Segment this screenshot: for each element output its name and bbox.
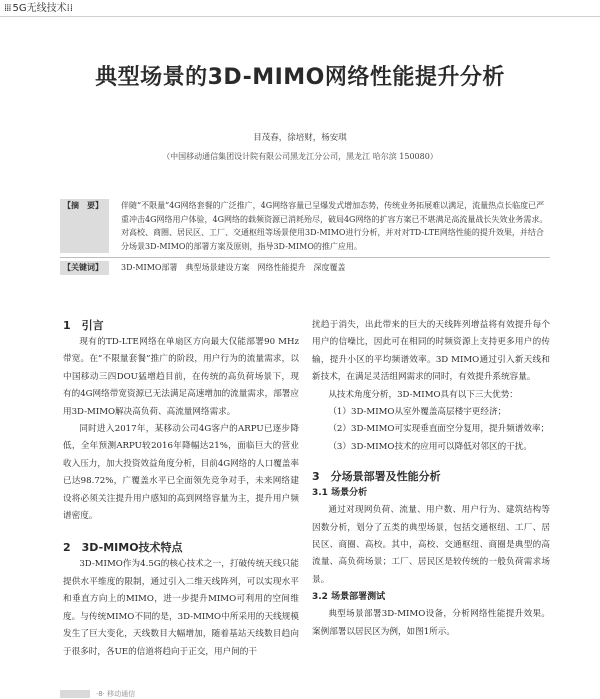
footer-tab: [60, 690, 90, 698]
list-item: （2）3D-MIMO可实现垂直面空分复用，提升频谱效率；: [328, 424, 550, 435]
section-heading-intro: 1 引言: [63, 319, 104, 332]
abstract-label: 【摘 要】: [60, 199, 109, 253]
subsection-heading-analysis: 3.1 场景分析: [312, 488, 368, 499]
section-heading-tech: 2 3D-MIMO技术特点: [63, 541, 183, 555]
paragraph: 3D-MIMO作为4.5G的核心技术之一，打破传统天线只能提供水平维度的限制，通过引入二维天线阵列，可以实现水平和垂直方向上的MIMO，进一步提升MIMO可利用的空间维度。与传统MIMO不同的是，3D-MIMO中所采用的天线规模发生了巨大变化，天线数目大幅增加，随着基站天线数目趋向于很多时，各UE的信道将趋向于正交，用户间的干: [63, 559, 299, 657]
abstract-text: 伴随“不限量”4G网络套餐的广泛推广，4G网络容量已呈爆发式增加态势，传统业务拓展难以满足，流量热点长临度已严重冲击4G网络用户体验，4G网络的载频资源已消耗殆尽，破局4G网络的扩容方案已不堪满足高流量战长失效业务需求。对高校、商圈、居民区、工厂、交通枢纽等场景使用3D-MIMO进行分析，并对对TD-LTE网络性能的提升效果，并结合分场景3D-MIMO的部署方案及原则，指导3D-MIMO的推广应用。: [121, 201, 548, 251]
keywords-text: 3D-MIMO部署 典型场景建设方案 网络性能提升 深度覆盖: [121, 263, 346, 272]
journal-header: [0, 0, 600, 17]
paragraph: 通过对现网负荷、流量、用户数、用户行为、建筑结构等因数分析，划分了五类的典型场景，包括交通枢纽、工厂、居民区、商圈、高校。其中，高校、交通枢纽、商圈是典型的高流量、高负荷场景；工厂、居民区是较传统的一般负荷需求场景。: [312, 505, 550, 585]
paragraph: 从技术角度分析，3D-MIMO具有以下三大优势：: [328, 389, 518, 400]
paragraph: 现有的TD-LTE网络在单扇区方向最大仅能部署90 MHz带宽。在“不限量套餐”推广的阶段，用户行为的流量需求，以中国移动三四DOU猛增趋目前，在传统的高负荷场景下，现有的4G网络带宽资源已无法满足高速增加的流量需求，部署应用3D-MIMO解决高负荷、高流量网络需求。: [63, 337, 299, 417]
keywords-label: 【关键词】: [60, 261, 109, 275]
paper-title: 典型场景的3D-MIMO网络性能提升分析: [95, 65, 505, 90]
header-decoration-right: ⁞⁞: [66, 3, 74, 14]
abstract-block: [60, 199, 550, 275]
paper-affiliation: （中国移动通信集团设计院有限公司黑龙江分公司，黑龙江 哈尔滨 150080）: [162, 152, 438, 161]
list-item: （3）3D-MIMO技术的应用可以降低对邻区的干扰。: [328, 441, 532, 452]
list-item: （1）3D-MIMO从室外覆盖高层楼宇更经济；: [328, 407, 507, 418]
header-decoration: ⁞⁞⁞: [4, 3, 11, 14]
subsection-heading-test: 3.2 场景部署测试: [312, 592, 386, 603]
paper-authors: 目茂春，徐培财，杨安琪: [253, 133, 347, 143]
footer-text: ·8· 移动通信: [96, 690, 136, 698]
right-column: [312, 317, 550, 641]
section-heading-scenario: 3 分场景部署及性能分析: [312, 470, 441, 484]
paragraph: 典型场景部署3D-MIMO设备，分析网络性能提升效果。案例部署以居民区为例，如图1所示。: [312, 609, 550, 637]
journal-section: 5G无线技术: [12, 3, 67, 14]
paragraph: 同时进入2017年，某移动公司4G客户的ARPU已逐步降低，全年预测ARPU较2016年降幅达21%，面临巨大的营业收入压力，加大投资效益角度分析，目前4G网络的人口覆盖率已达98.72%，广覆盖水平已全面领先竞争对手，未来网络建设将必须关注提升用户感知的高到网络容量为主，提升用户频谱密度。: [63, 424, 299, 522]
paragraph: 扰趋于消失，出此带来的巨大的天线阵列增益将有效提升每个用户的信噪比，因此可在相同的时频资源上支持更多用户的传输，提升小区的平均频谱效率。3D MIMO通过引入新天线和新技术，在满足灵活组网需求的同时，有效提升系统容量。: [312, 320, 550, 383]
left-column: [63, 317, 299, 661]
